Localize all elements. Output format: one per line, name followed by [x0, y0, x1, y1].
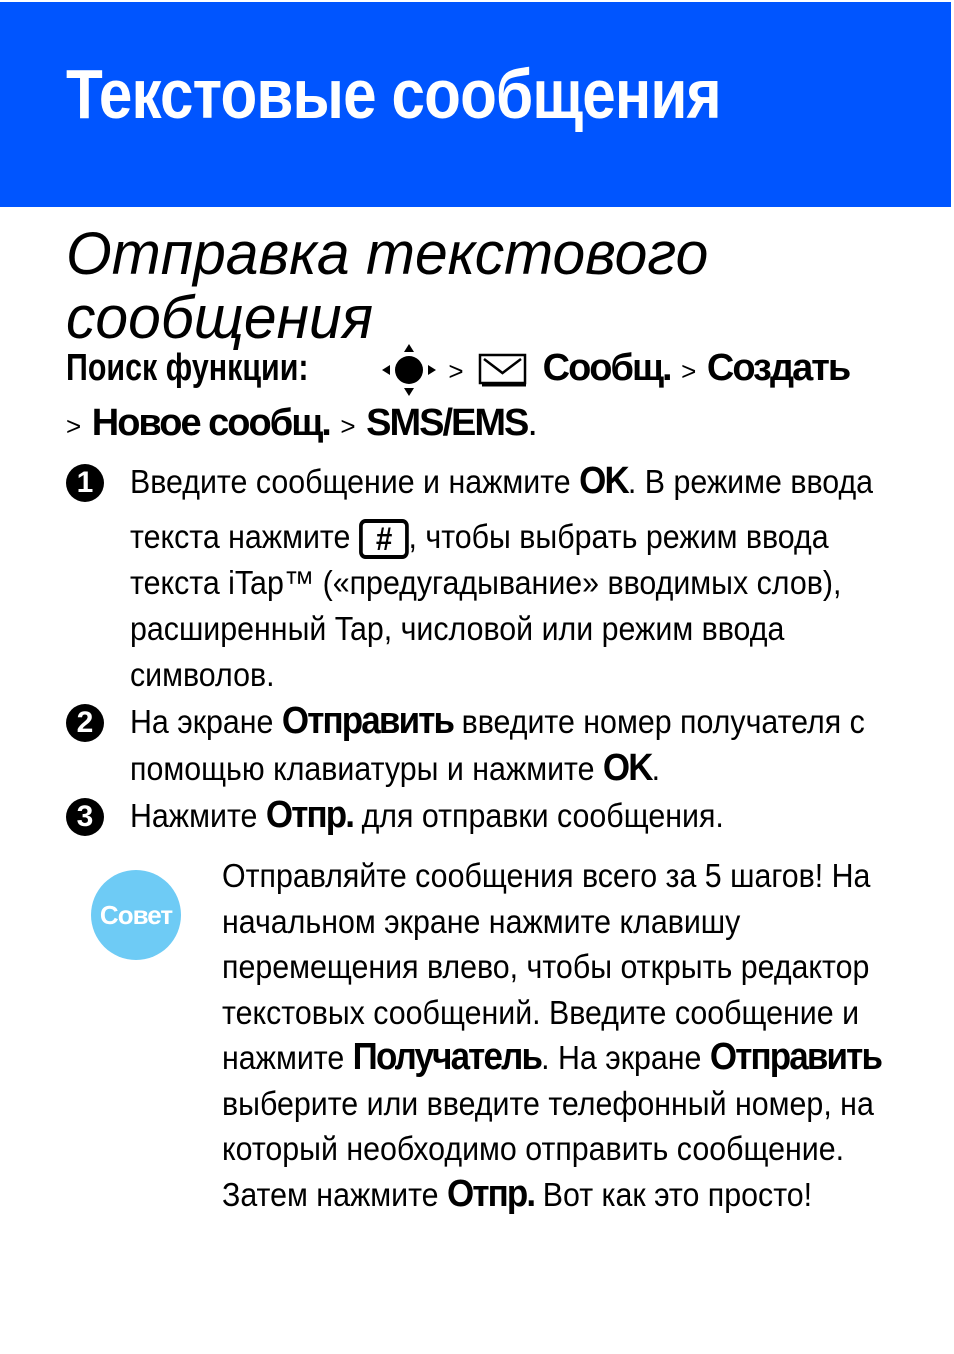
header-banner: [0, 2, 951, 207]
ok-key-label: OK: [579, 460, 628, 502]
path-separator: >: [340, 411, 356, 441]
path-end: .: [527, 402, 538, 444]
send-screen-label: Отправить: [281, 700, 454, 742]
send-key-label: Отпр.: [265, 794, 354, 836]
find-feature-label: Поиск функции:: [66, 347, 309, 390]
step-number-3-icon: 3: [66, 798, 104, 836]
path-separator: >: [681, 356, 697, 387]
path-item-messages: Сообщ.: [542, 347, 671, 390]
step-3: [66, 792, 926, 839]
section-title: [66, 222, 708, 350]
send-screen-label: Отправить: [709, 1036, 882, 1078]
path-item-new-message: Новое сообщ.: [91, 402, 330, 444]
send-key-label: Отпр.: [446, 1172, 535, 1215]
steps-list: [66, 458, 926, 839]
section-title-line2: сообщения: [66, 284, 374, 351]
section-title-line1: Отправка текстового: [66, 220, 709, 287]
step-1-text: Введите сообщение и нажмите OK. В режиме ввода текста нажмите # , чтобы выбрать режим ввода текста iTap™ («предугадывание» вводимых слов), расширенный Tap, числовой или режим ввода символов.: [130, 460, 874, 693]
path-separator: >: [66, 411, 82, 441]
step-number-2-icon: 2: [66, 704, 104, 742]
envelope-icon: [478, 353, 528, 387]
step-number-1-icon: 1: [66, 464, 104, 502]
path-item-create: Создать: [706, 347, 850, 390]
step-3-text: Нажмите Отпр. для отправки сообщения.: [130, 794, 724, 836]
path-separator: >: [448, 356, 464, 387]
path-item-sms-ems: SMS/EMS: [366, 402, 528, 444]
step-2: [66, 698, 926, 792]
hash-key-icon: #: [359, 519, 409, 559]
page-title: Текстовые сообщения: [66, 55, 721, 133]
tip-text: Отправляйте сообщения всего за 5 шагов! На начальном экране нажмите клавишу перемещения влево, чтобы открыть редактор текстовых сообщений. Введите сообщение и нажмите Получатель. На экране Отправить выберите или введите телефонный номер, на который необходимо отправить сообщение. Затем нажмите Отпр. Вот как это просто!: [222, 857, 882, 1215]
tip-badge-icon: Совет: [91, 870, 181, 960]
ok-key-label: OK: [602, 747, 652, 789]
step-1: [66, 458, 926, 698]
recipient-key-label: Получатель: [352, 1036, 542, 1078]
find-feature-path: [66, 342, 926, 451]
nav-key-icon: [380, 342, 438, 398]
step-2-text: На экране Отправить введите номер получателя с помощью клавиатуры и нажмите OK.: [130, 700, 865, 789]
